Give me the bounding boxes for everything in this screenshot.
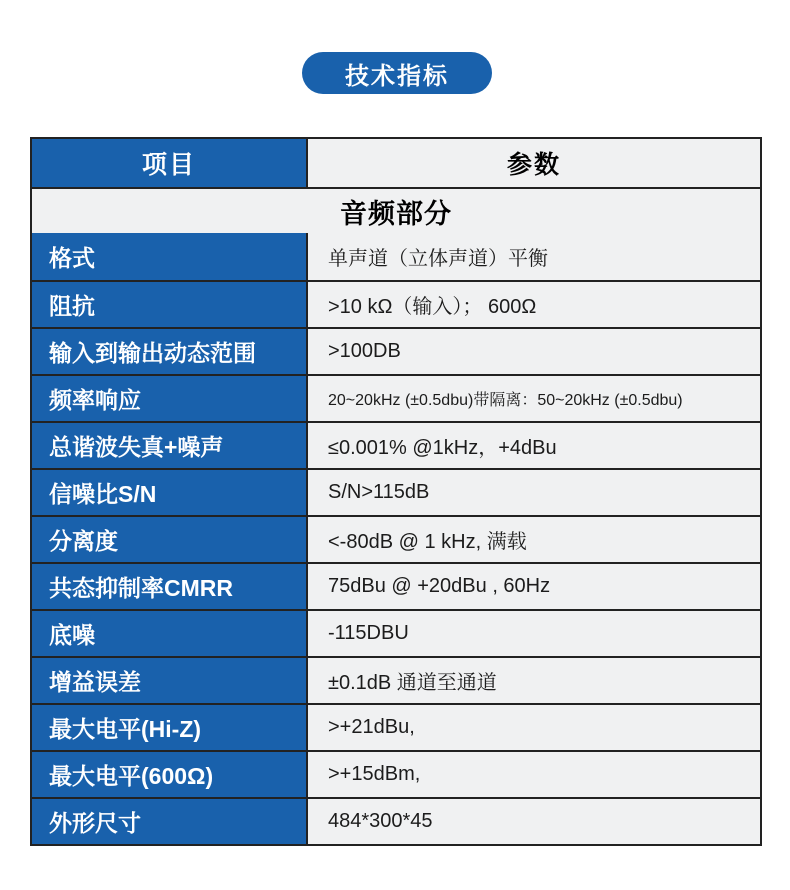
row-label-cell	[32, 611, 308, 656]
row-label: 最大电平(600Ω)	[49, 763, 214, 789]
row-value: 单声道（立体声道）平衡	[328, 248, 548, 270]
table-section-row-audio	[32, 187, 760, 233]
table-row	[32, 609, 760, 656]
row-value-cell	[308, 376, 760, 421]
row-value-cell	[308, 658, 760, 703]
spec-table	[30, 137, 762, 846]
table-row	[32, 468, 760, 515]
section-title: 音频部分	[340, 198, 452, 229]
table-row	[32, 515, 760, 562]
column-header-parameter	[308, 139, 760, 187]
row-label: 最大电平(Hi-Z)	[49, 716, 202, 742]
row-value: 75dBu @ +20dBu , 60Hz	[328, 575, 551, 597]
row-label: 总谐波失真+噪声	[49, 434, 224, 460]
row-label-cell	[32, 329, 308, 374]
row-label: 信噪比S/N	[49, 481, 157, 507]
row-label-cell	[32, 470, 308, 515]
table-row	[32, 421, 760, 468]
row-label-cell	[32, 752, 308, 797]
row-label-cell	[32, 564, 308, 609]
table-row	[32, 280, 760, 327]
row-value-cell	[308, 705, 760, 750]
row-label-cell	[32, 423, 308, 468]
row-label-cell	[32, 705, 308, 750]
table-header-row	[32, 139, 760, 187]
row-value: -115DBU	[328, 622, 409, 644]
row-value-cell	[308, 799, 760, 844]
row-value-cell	[308, 233, 760, 280]
row-label-cell	[32, 799, 308, 844]
row-value-cell	[308, 470, 760, 515]
column-header-parameter-label: 参数	[506, 151, 561, 179]
table-row	[32, 327, 760, 374]
row-value-cell	[308, 329, 760, 374]
table-row	[32, 703, 760, 750]
row-label-cell	[32, 376, 308, 421]
row-label: 外形尺寸	[49, 810, 141, 836]
row-value-cell	[308, 517, 760, 562]
row-label-cell	[32, 282, 308, 327]
table-body	[32, 233, 760, 844]
row-label: 增益误差	[49, 669, 141, 695]
table-row	[32, 233, 760, 280]
row-value: ≤0.001% @1kHz，+4dBu	[328, 437, 557, 459]
row-value-cell	[308, 282, 760, 327]
row-label-cell	[32, 233, 308, 280]
column-header-item	[32, 139, 308, 187]
tech-specs-badge-label: 技术指标	[345, 62, 449, 90]
row-label: 输入到输出动态范围	[49, 340, 256, 366]
row-value: 20~20kHz (±0.5dbu)带隔离：50~20kHz (±0.5dbu)	[328, 392, 683, 409]
row-label-cell	[32, 517, 308, 562]
row-value: <-80dB @ 1 kHz, 满载	[328, 531, 527, 553]
row-value-cell	[308, 611, 760, 656]
row-label: 阻抗	[49, 293, 95, 319]
table-row	[32, 656, 760, 703]
row-label: 底噪	[49, 622, 95, 648]
table-row	[32, 797, 760, 844]
row-value-cell	[308, 423, 760, 468]
row-value: >10 kΩ（输入）； 600Ω	[328, 296, 537, 318]
row-label: 分离度	[49, 528, 118, 554]
row-label-cell	[32, 658, 308, 703]
row-value-cell	[308, 752, 760, 797]
column-header-item-label: 项目	[141, 151, 196, 179]
row-value-cell	[308, 564, 760, 609]
row-value: ±0.1dB 通道至通道	[328, 672, 497, 694]
tech-specs-badge	[302, 52, 492, 94]
table-row	[32, 562, 760, 609]
row-value: >+21dBu,	[328, 716, 415, 738]
row-label: 频率响应	[49, 387, 141, 413]
table-row	[32, 750, 760, 797]
row-value: >+15dBm,	[328, 763, 421, 785]
table-row	[32, 374, 760, 421]
row-value: >100DB	[328, 340, 401, 362]
row-value: S/N>115dB	[328, 481, 430, 503]
row-value: 484*300*45	[328, 810, 433, 832]
row-label: 共态抑制率CMRR	[49, 575, 233, 601]
row-label: 格式	[49, 245, 95, 271]
